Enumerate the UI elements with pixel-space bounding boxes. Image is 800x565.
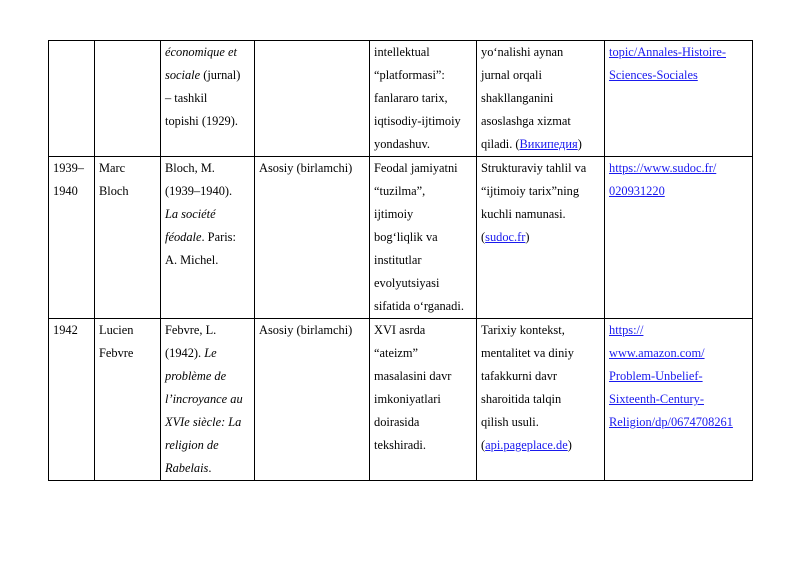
type-cell bbox=[255, 319, 370, 481]
type-cell bbox=[255, 41, 370, 157]
author-text: Bloch bbox=[99, 184, 129, 198]
work-text: A. Michel. bbox=[165, 253, 219, 267]
work-text: religion de bbox=[165, 438, 219, 452]
contribution-cell bbox=[370, 319, 477, 481]
work-cell bbox=[161, 319, 255, 481]
work-text: – tashkil bbox=[165, 91, 208, 105]
contribution-text: tekshiradi. bbox=[374, 438, 426, 452]
work-text: topishi (1929). bbox=[165, 114, 238, 128]
contribution-text: imkoniyatlari bbox=[374, 392, 441, 406]
significance-text: “ijtimoiy tarix”ning bbox=[481, 184, 580, 198]
significance-text: asoslashga xizmat bbox=[481, 114, 571, 128]
significance-text: kuchli namunasi. bbox=[481, 207, 566, 221]
contribution-text: evolyutsiyasi bbox=[374, 276, 440, 290]
document-table bbox=[48, 40, 753, 481]
sudoc-link[interactable]: sudoc.fr bbox=[485, 230, 526, 244]
work-cell bbox=[161, 157, 255, 319]
source-link-line[interactable]: https://www.sudoc.fr/ bbox=[609, 161, 717, 175]
work-text: économique et bbox=[165, 45, 237, 59]
work-text: . bbox=[208, 461, 212, 475]
author-text: Marc bbox=[99, 161, 126, 175]
significance-text: qilish usuli. bbox=[481, 415, 539, 429]
contribution-text: institutlar bbox=[374, 253, 422, 267]
work-text: (1942). bbox=[165, 346, 205, 360]
significance-text: ( bbox=[481, 230, 486, 244]
table-row bbox=[49, 319, 753, 481]
significance-cell bbox=[477, 319, 605, 481]
year-text: 1942 bbox=[53, 323, 78, 337]
work-cell bbox=[161, 41, 255, 157]
author-text: Lucien bbox=[99, 323, 134, 337]
work-text: Febvre, L. bbox=[165, 323, 217, 337]
source-link[interactable] bbox=[609, 41, 748, 87]
year-cell bbox=[49, 41, 95, 157]
source-link-line[interactable]: topic/Annales-Histoire- bbox=[609, 45, 726, 59]
contribution-text: bog‘liqlik va bbox=[374, 230, 438, 244]
table-row bbox=[49, 157, 753, 319]
contribution-text: “platformasi”: bbox=[374, 68, 445, 82]
wikipedia-link[interactable]: Википедия bbox=[519, 137, 578, 151]
work-text: Rabelais bbox=[165, 461, 209, 475]
source-link[interactable] bbox=[609, 319, 748, 434]
source-link-line[interactable]: Sixteenth-Century- bbox=[609, 392, 704, 406]
table-row bbox=[49, 41, 753, 157]
pageplace-link[interactable]: api.pageplace.de bbox=[485, 438, 568, 452]
contribution-text: ijtimoiy bbox=[374, 207, 414, 221]
contribution-text: yondashuv. bbox=[374, 137, 430, 151]
work-text: La société bbox=[165, 207, 216, 221]
work-text: XVIe siècle: La bbox=[165, 415, 242, 429]
contribution-text: intellektual bbox=[374, 45, 430, 59]
source-cell bbox=[605, 319, 753, 481]
work-text: sociale bbox=[165, 68, 201, 82]
type-text: Asosiy (birlamchi) bbox=[259, 323, 353, 337]
work-text: féodale bbox=[165, 230, 202, 244]
contribution-text: fanlararo tarix, bbox=[374, 91, 448, 105]
author-cell bbox=[95, 319, 161, 481]
significance-text: shakllanganini bbox=[481, 91, 554, 105]
significance-text: ) bbox=[567, 438, 572, 452]
source-cell bbox=[605, 41, 753, 157]
type-cell bbox=[255, 157, 370, 319]
author-cell bbox=[95, 157, 161, 319]
year-text: 1940 bbox=[53, 184, 78, 198]
work-text: Bloch, M. bbox=[165, 161, 215, 175]
year-cell bbox=[49, 319, 95, 481]
significance-cell bbox=[477, 157, 605, 319]
significance-text: ) bbox=[525, 230, 530, 244]
significance-text: sharoitida talqin bbox=[481, 392, 562, 406]
contribution-text: masalasini davr bbox=[374, 369, 452, 383]
significance-text: Strukturaviy tahlil va bbox=[481, 161, 587, 175]
year-text: 1939– bbox=[53, 161, 84, 175]
source-link-line[interactable]: Sciences-Sociales bbox=[609, 68, 698, 82]
significance-text: ( bbox=[481, 438, 486, 452]
work-text: Le bbox=[204, 346, 217, 360]
contribution-text: XVI asrda bbox=[374, 323, 426, 337]
work-text: l’incroyance au bbox=[165, 392, 243, 406]
significance-text: yo‘nalishi aynan bbox=[481, 45, 564, 59]
significance-text: ) bbox=[577, 137, 582, 151]
author-text: Febvre bbox=[99, 346, 134, 360]
significance-text: jurnal orqali bbox=[481, 68, 542, 82]
contribution-cell bbox=[370, 157, 477, 319]
contribution-text: Feodal jamiyatni bbox=[374, 161, 458, 175]
contribution-text: “ateizm” bbox=[374, 346, 419, 360]
significance-text: mentalitet va diniy bbox=[481, 346, 574, 360]
contribution-cell bbox=[370, 41, 477, 157]
contribution-text: doirasida bbox=[374, 415, 420, 429]
significance-text: qiladi. ( bbox=[481, 137, 520, 151]
source-cell bbox=[605, 157, 753, 319]
source-link-line[interactable]: Problem-Unbelief- bbox=[609, 369, 703, 383]
source-link-line[interactable]: www.amazon.com/ bbox=[609, 346, 705, 360]
contribution-text: sifatida o‘rganadi. bbox=[374, 299, 464, 313]
source-link-line[interactable]: 020931220 bbox=[609, 184, 665, 198]
contribution-text: iqtisodiy-ijtimoiy bbox=[374, 114, 461, 128]
significance-text: Tarixiy kontekst, bbox=[481, 323, 565, 337]
source-link[interactable] bbox=[609, 157, 748, 203]
work-text: . Paris: bbox=[201, 230, 236, 244]
year-cell bbox=[49, 157, 95, 319]
contribution-text: “tuzilma”, bbox=[374, 184, 426, 198]
significance-cell bbox=[477, 41, 605, 157]
work-text: (1939–1940). bbox=[165, 184, 233, 198]
source-link-line[interactable]: Religion/dp/0674708261 bbox=[609, 415, 733, 429]
significance-text: tafakkurni davr bbox=[481, 369, 558, 383]
author-cell bbox=[95, 41, 161, 157]
source-link-line[interactable]: https:// bbox=[609, 323, 644, 337]
work-text: problème de bbox=[165, 369, 227, 383]
work-text: (jurnal) bbox=[200, 68, 241, 82]
type-text: Asosiy (birlamchi) bbox=[259, 161, 353, 175]
